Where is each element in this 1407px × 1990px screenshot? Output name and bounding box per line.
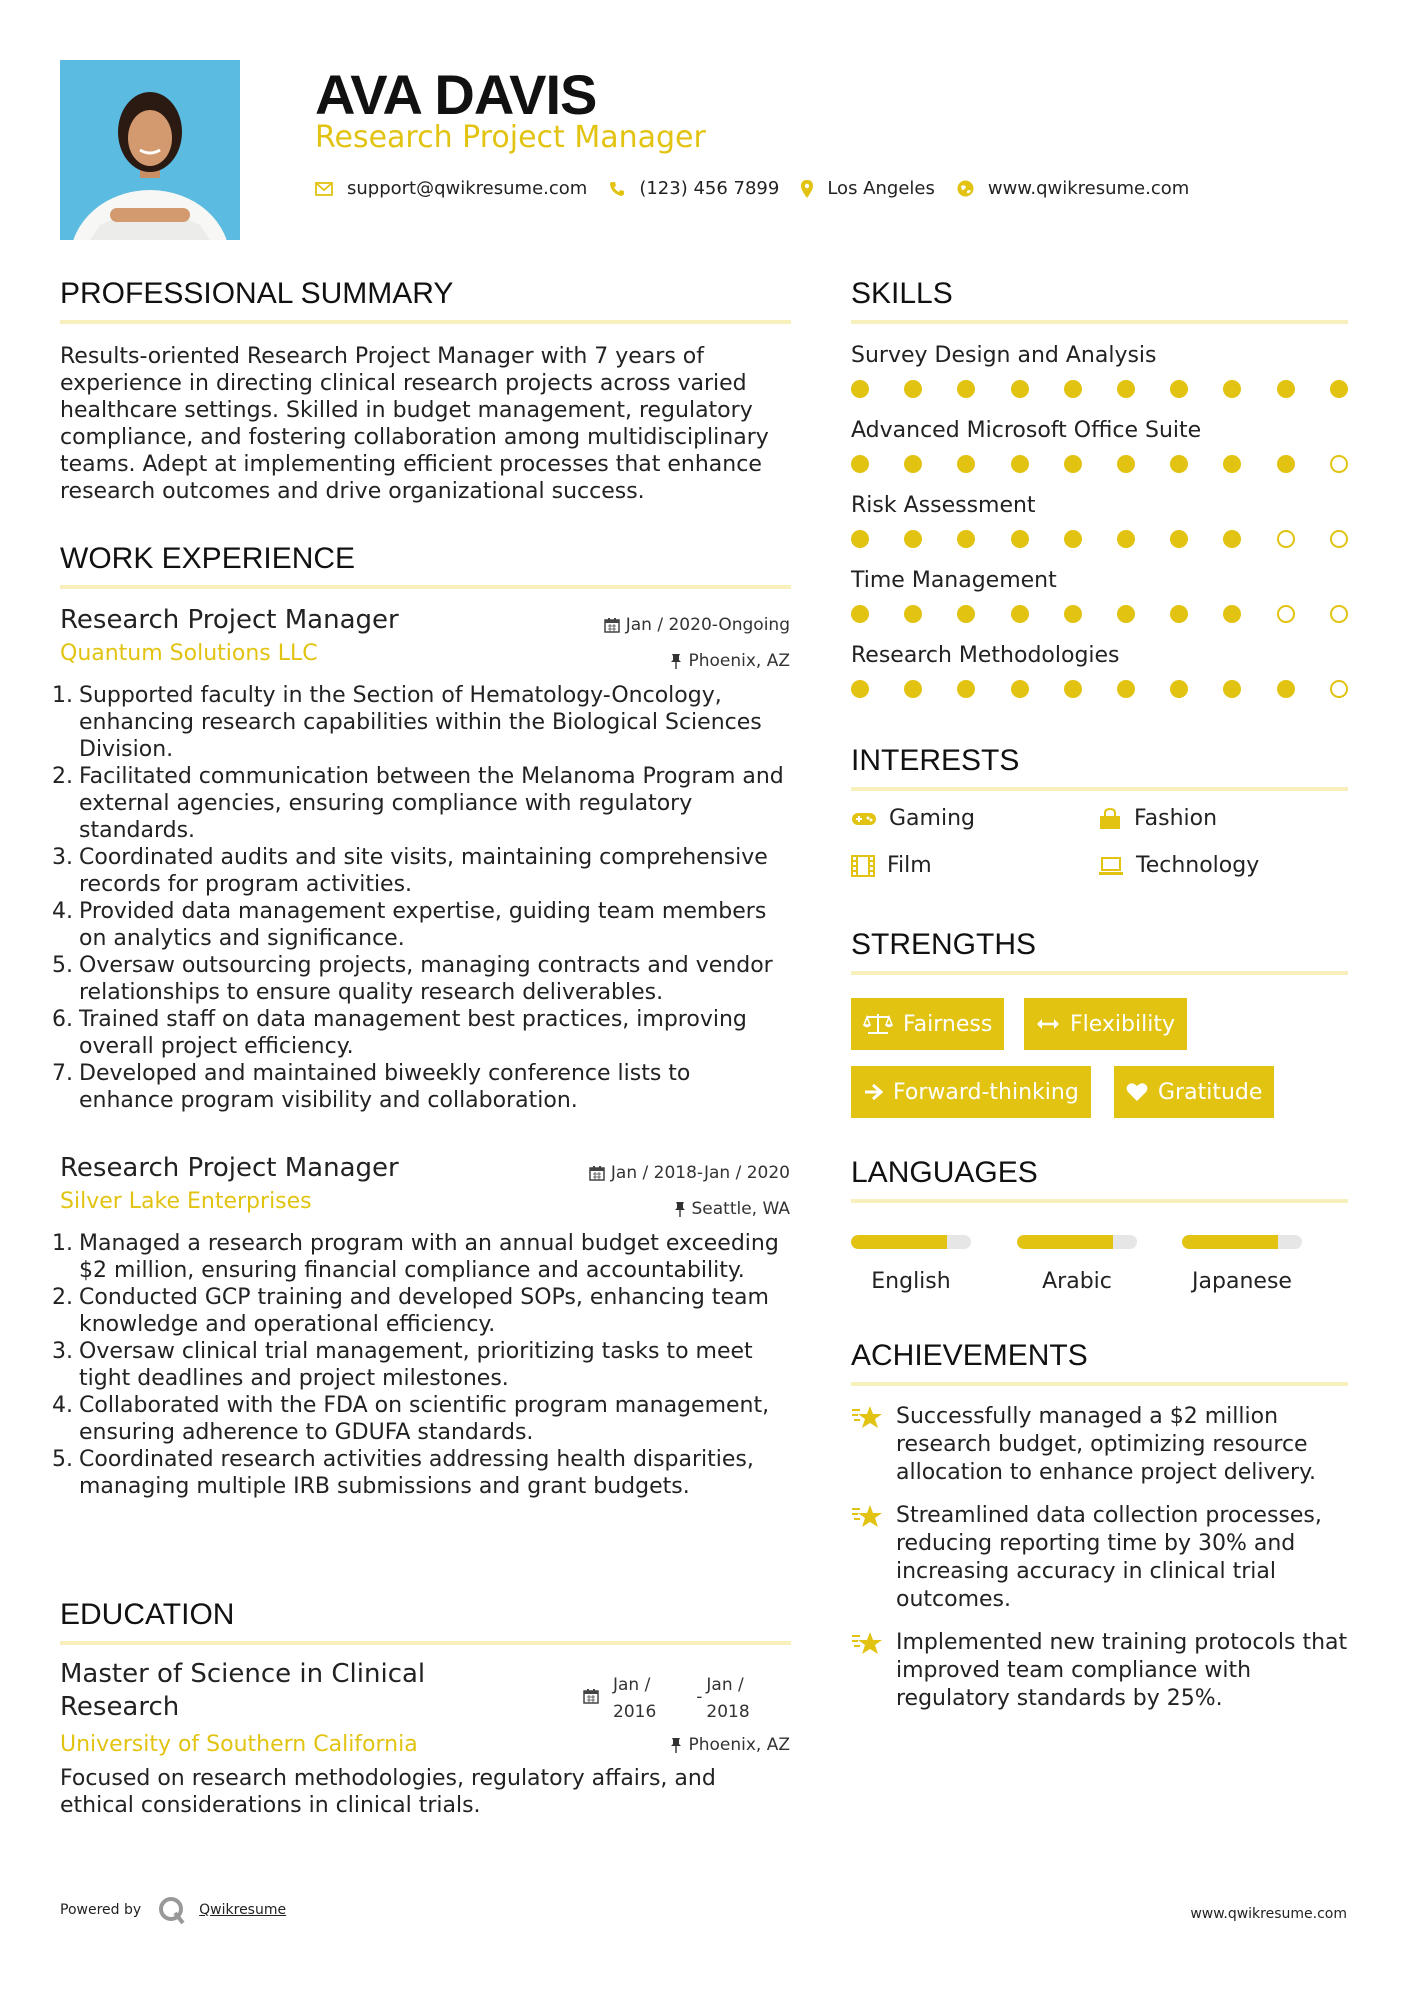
achievement-item	[851, 1629, 1348, 1713]
calendar-icon	[589, 1165, 605, 1181]
education-start: Jan / 2016	[613, 1675, 657, 1722]
skill-item	[851, 643, 1348, 668]
rating-dot-empty	[1277, 605, 1295, 623]
education-heading: EDUCATION	[60, 1598, 235, 1631]
skill-name: Survey Design and Analysis	[851, 343, 1157, 368]
rating-dot-filled	[957, 680, 975, 698]
rating-dot-filled	[1277, 455, 1295, 473]
website-text: www.qwikresume.com	[987, 178, 1190, 199]
language-name: Japanese	[1192, 1269, 1292, 1294]
skill-rating	[851, 530, 1348, 550]
rating-dot-empty	[1277, 530, 1295, 548]
rating-dot-empty	[1330, 455, 1348, 473]
education-location	[670, 1735, 790, 1755]
contact-website[interactable]	[957, 178, 1189, 199]
rating-dot-filled	[957, 455, 975, 473]
language-level-bar	[851, 1235, 971, 1249]
summary-rule	[60, 320, 791, 324]
skill-name: Time Management	[851, 568, 1057, 593]
rating-dot-filled	[1117, 605, 1135, 623]
job-title: Research Project Manager	[60, 605, 399, 635]
interest-label: Film	[887, 853, 932, 878]
achievement-text: Successfully managed a $2 million research budget, optimizing resource allocation to enhance project delivery.	[896, 1404, 1316, 1485]
contact-bar	[315, 178, 1211, 199]
company-name: Quantum Solutions LLC	[60, 641, 318, 666]
strengths-rule	[851, 971, 1348, 975]
calendar-icon	[583, 1688, 599, 1704]
job-location-text: Seattle, WA	[691, 1199, 790, 1219]
interest-item	[851, 806, 975, 831]
list-item: 5. Coordinated research activities addressing health disparities, managing multiple IRB submissions and grant budgets.	[52, 1447, 754, 1499]
contact-location	[801, 178, 935, 199]
balance-scale-icon	[863, 1013, 893, 1035]
rating-dot-filled	[904, 680, 922, 698]
rating-dot-filled	[1064, 530, 1082, 548]
work-rule	[60, 585, 791, 589]
star-icon	[851, 1504, 883, 1530]
arrows-horizontal-icon	[1036, 1018, 1060, 1030]
job-location	[674, 1199, 791, 1219]
rating-dot-filled	[904, 455, 922, 473]
rating-dot-filled	[957, 530, 975, 548]
language-level-bar	[1017, 1235, 1137, 1249]
rating-dot-filled	[1223, 605, 1241, 623]
achievements-rule	[851, 1382, 1348, 1386]
email-text: support@qwikresume.com	[347, 178, 588, 199]
rating-dot-filled	[1011, 380, 1029, 398]
brand-link[interactable]: Qwikresume	[199, 1902, 287, 1918]
education-entry	[60, 1658, 790, 1838]
interest-item	[851, 853, 932, 878]
education-rule	[60, 1641, 791, 1645]
qwikresume-logo-icon	[157, 1895, 187, 1925]
list-item: 4. Provided data management expertise, guiding team members on analytics and significance.	[52, 899, 767, 951]
language-level-fill	[1017, 1235, 1113, 1249]
list-item: 4. Collaborated with the FDA on scientific program management, ensuring adherence to GDUFA standards.	[52, 1393, 770, 1445]
phone-text: (123) 456 7899	[639, 178, 780, 199]
achievements-heading: ACHIEVEMENTS	[851, 1339, 1088, 1372]
candidate-name: AVA DAVIS	[315, 63, 597, 126]
pushpin-icon	[670, 653, 682, 669]
skill-item	[851, 493, 1348, 518]
skill-rating	[851, 605, 1348, 625]
contact-phone[interactable]	[609, 178, 779, 199]
school-name: University of Southern California	[60, 1732, 418, 1757]
laptop-icon	[1098, 856, 1124, 876]
arrow-right-icon	[863, 1083, 883, 1101]
language-level-fill	[1182, 1235, 1278, 1249]
list-item: 6. Trained staff on data management best practices, improving overall project efficiency.	[52, 1007, 747, 1059]
strength-label: Forward-thinking	[893, 1079, 1079, 1105]
rating-dot-filled	[851, 380, 869, 398]
shopping-bag-icon	[1098, 808, 1122, 830]
calendar-icon	[604, 617, 620, 633]
achievement-text: Streamlined data collection processes, reducing reporting time by 30% and increasing accuracy in clinical trial outcomes.	[896, 1503, 1322, 1612]
rating-dot-filled	[1011, 605, 1029, 623]
rating-dot-filled	[851, 530, 869, 548]
rating-dot-filled	[1223, 530, 1241, 548]
skill-name: Research Methodologies	[851, 643, 1120, 668]
rating-dot-filled	[851, 605, 869, 623]
strength-label: Fairness	[903, 1011, 993, 1037]
skill-name: Advanced Microsoft Office Suite	[851, 418, 1202, 443]
job-dates-text: Jan / 2018-Jan / 2020	[610, 1163, 790, 1183]
map-marker-icon	[801, 180, 813, 198]
job-dates	[604, 615, 790, 635]
interest-label: Fashion	[1134, 806, 1218, 831]
strengths-heading: STRENGTHS	[851, 928, 1037, 961]
rating-dot-filled	[1011, 530, 1029, 548]
summary-text: Results-oriented Research Project Manager with 7 years of experience in directing clinical research projects across varied healthcare settings. Skilled in budget management, regulatory compliance, and fostering collaboration among multidisciplinary teams. Adept at implementing efficient processes that enhance research outcomes and drive organizational success.	[60, 344, 769, 504]
rating-dot-filled	[1223, 455, 1241, 473]
interest-label: Gaming	[889, 806, 975, 831]
strength-tag	[851, 998, 1004, 1050]
achievements-list	[851, 1403, 1348, 1733]
education-description: Focused on research methodologies, regulatory affairs, and ethical considerations in clinical trials.	[60, 1766, 716, 1818]
list-item: 1. Managed a research program with an annual budget exceeding $2 million, ensuring financial compliance and accountability.	[52, 1231, 779, 1283]
powered-by-text: Powered by	[60, 1902, 142, 1918]
star-icon	[851, 1405, 883, 1431]
skill-rating	[851, 455, 1348, 475]
rating-dot-filled	[1223, 380, 1241, 398]
list-item: 1. Supported faculty in the Section of Hematology-Oncology, enhancing research capabilities within the Biological Sciences Division.	[52, 683, 762, 762]
star-icon	[851, 1631, 883, 1657]
candidate-title: Research Project Manager	[315, 120, 706, 155]
rating-dot-filled	[1170, 530, 1188, 548]
list-item: 3. Oversaw clinical trial management, prioritizing tasks to meet tight deadlines and project milestones.	[52, 1339, 753, 1391]
rating-dot-filled	[957, 605, 975, 623]
rating-dot-filled	[1117, 680, 1135, 698]
skills-rule	[851, 320, 1348, 324]
rating-dot-empty	[1330, 530, 1348, 548]
skill-item	[851, 568, 1348, 593]
interest-item	[1098, 853, 1259, 878]
skill-item	[851, 343, 1348, 368]
language-name: English	[871, 1269, 951, 1294]
education-dates	[583, 1672, 750, 1726]
skills-list	[851, 343, 1348, 703]
rating-dot-filled	[904, 605, 922, 623]
job-entry	[52, 605, 790, 1125]
rating-dot-filled	[1011, 455, 1029, 473]
strength-label: Gratitude	[1158, 1079, 1263, 1105]
language-name: Arabic	[1042, 1269, 1112, 1294]
achievement-item	[851, 1403, 1348, 1487]
company-name: Silver Lake Enterprises	[60, 1189, 312, 1214]
achievement-item	[851, 1502, 1348, 1614]
list-item: 7. Developed and maintained biweekly conference lists to enhance program visibility and collaboration.	[52, 1061, 691, 1113]
skills-heading: SKILLS	[851, 277, 953, 310]
rating-dot-filled	[904, 380, 922, 398]
pushpin-icon	[670, 1737, 682, 1753]
strength-tag	[851, 1066, 1091, 1118]
strength-tag	[1024, 998, 1187, 1050]
rating-dot-filled	[1011, 680, 1029, 698]
rating-dot-filled	[1064, 380, 1082, 398]
rating-dot-filled	[1117, 530, 1135, 548]
summary-heading: PROFESSIONAL SUMMARY	[60, 277, 454, 310]
phone-icon	[609, 181, 625, 197]
job-location	[670, 651, 790, 671]
date-separator: -	[696, 1687, 703, 1707]
rating-dot-filled	[1064, 455, 1082, 473]
languages-rule	[851, 1199, 1348, 1203]
list-item: 5. Oversaw outsourcing projects, managing contracts and vendor relationships to ensure quality research deliverables.	[52, 953, 773, 1005]
globe-icon	[957, 180, 974, 197]
job-location-text: Phoenix, AZ	[688, 651, 790, 671]
rating-dot-filled	[1330, 380, 1348, 398]
rating-dot-filled	[1064, 680, 1082, 698]
strength-tag	[1114, 1066, 1274, 1118]
education-end: Jan / 2018	[706, 1675, 750, 1722]
list-item: 3. Coordinated audits and site visits, maintaining comprehensive records for program activities.	[52, 845, 768, 897]
profile-photo	[60, 60, 240, 240]
skill-name: Risk Assessment	[851, 493, 1036, 518]
film-icon	[851, 855, 875, 877]
strength-label: Flexibility	[1070, 1011, 1175, 1037]
list-item: 2. Facilitated communication between the Melanoma Program and external agencies, ensuring compliance with regulatory standards.	[52, 764, 784, 843]
rating-dot-filled	[1277, 680, 1295, 698]
job-bullets	[52, 1230, 790, 1500]
interests-heading: INTERESTS	[851, 744, 1020, 777]
rating-dot-empty	[1330, 680, 1348, 698]
skill-rating	[851, 380, 1348, 400]
rating-dot-filled	[1223, 680, 1241, 698]
language-level-bar	[1182, 1235, 1302, 1249]
footer-powered-by	[60, 1895, 286, 1925]
footer-website[interactable]: www.qwikresume.com	[1190, 1906, 1347, 1922]
skill-rating	[851, 680, 1348, 700]
rating-dot-filled	[1064, 605, 1082, 623]
rating-dot-filled	[1170, 605, 1188, 623]
rating-dot-filled	[1170, 380, 1188, 398]
languages-heading: LANGUAGES	[851, 1156, 1038, 1189]
gamepad-icon	[851, 811, 877, 827]
rating-dot-empty	[1330, 605, 1348, 623]
work-heading: WORK EXPERIENCE	[60, 542, 356, 575]
rating-dot-filled	[1117, 455, 1135, 473]
rating-dot-filled	[1170, 455, 1188, 473]
job-title: Research Project Manager	[60, 1153, 399, 1183]
rating-dot-filled	[1277, 380, 1295, 398]
rating-dot-filled	[851, 455, 869, 473]
rating-dot-filled	[1117, 380, 1135, 398]
location-text: Los Angeles	[827, 178, 935, 199]
degree-line: Master of Science in Clinical	[60, 1659, 426, 1689]
rating-dot-filled	[957, 380, 975, 398]
language-level-fill	[851, 1235, 947, 1249]
interests-rule	[851, 787, 1348, 791]
achievement-text: Implemented new training protocols that improved team compliance with regulatory standards by 25%.	[896, 1630, 1348, 1711]
rating-dot-filled	[851, 680, 869, 698]
rating-dot-filled	[904, 530, 922, 548]
interests-list	[851, 806, 1348, 896]
education-location-text: Phoenix, AZ	[688, 1735, 790, 1755]
pushpin-icon	[674, 1201, 686, 1217]
job-entry	[52, 1153, 790, 1553]
interest-label: Technology	[1136, 853, 1260, 878]
list-item: 2. Conducted GCP training and developed SOPs, enhancing team knowledge and operational efficiency.	[52, 1285, 769, 1337]
degree-line: Research	[60, 1692, 180, 1722]
job-bullets	[52, 682, 790, 1114]
envelope-icon	[315, 182, 333, 196]
skill-item	[851, 418, 1348, 443]
interest-item	[1098, 806, 1217, 831]
job-dates	[589, 1163, 790, 1183]
portrait-illustration	[60, 60, 240, 240]
heart-icon	[1126, 1082, 1148, 1102]
contact-email[interactable]	[315, 178, 587, 199]
job-dates-text: Jan / 2020-Ongoing	[625, 615, 790, 635]
rating-dot-filled	[1170, 680, 1188, 698]
